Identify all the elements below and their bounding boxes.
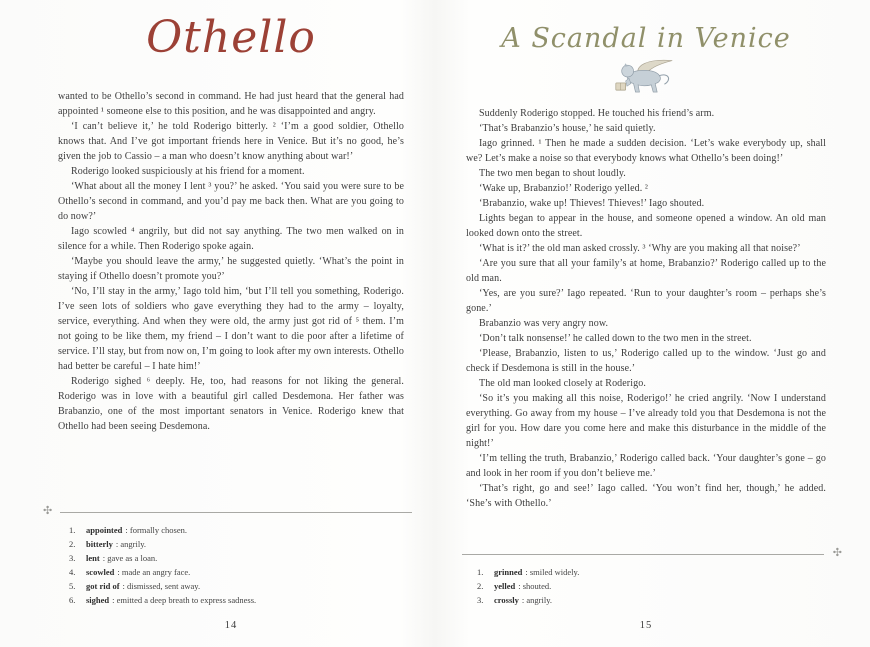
footnote-term: bitterly xyxy=(86,539,113,549)
page-number-right: 15 xyxy=(639,620,653,631)
paragraph: Iago scowled ⁴ angrily, but did not say anything. The two men walked on in silence for a while. Then Roderigo spoke again. xyxy=(58,226,404,253)
paragraph: The two men began to shout loudly. xyxy=(479,167,626,179)
paragraph: Iago grinned. ¹ Then he made a sudden decision. ‘Let’s wake everybody up, shall we? Let’s make a noise so that everybody knows what Othello’s been doing!’ xyxy=(466,137,826,164)
page-number-left: 14 xyxy=(224,620,238,631)
right-footnotes xyxy=(466,565,826,607)
left-text-column xyxy=(58,0,404,489)
paragraph: ‘Yes, are you sure?’ Iago repeated. ‘Run to your daughter’s room – perhaps she’s gone.’ xyxy=(466,287,826,314)
paragraph: ‘What is it?’ the old man asked crossly. ³ ‘Why are you making all that noise?’ xyxy=(479,242,801,254)
paragraph: ‘I can’t believe it,’ he told Roderigo bitterly. ² ‘I’m a good soldier, Othello knows that. And I’ve got important friends here in Venice. But it’s no good, he’s given the job to Cassio – a man who doesn’t know anything about war!’ xyxy=(58,121,404,163)
paragraph: Brabanzio was very angry now. xyxy=(479,317,609,329)
footnote-number: 1. xyxy=(69,525,76,535)
divider-line xyxy=(462,554,824,555)
footnote-definition: : gave as a loan. xyxy=(102,553,158,563)
paragraph: ‘No, I’ll stay in the army,’ Iago told him, ‘but I’ll tell you something, Roderigo. I’ve seen lots of soldiers who gave everything they had to the army – loyalty, service, everything. And when they were old, the army just got rid of ⁵ them. I’m not going to be like them, my friend – I don’t want to die poor after a lifetime of service. I’ll stay, but from now on, I’m going to look after my own interests. Othello had better be careful – I hate him!’ xyxy=(58,286,404,373)
footnote-definition: : smiled widely. xyxy=(525,567,580,577)
footnote-number: 2. xyxy=(69,539,76,549)
footnote-definition: : angrily. xyxy=(115,539,147,549)
footnote-definition: : dismissed, sent away. xyxy=(122,581,201,591)
right-body-text xyxy=(466,106,826,532)
footnote-definition: : formally chosen. xyxy=(125,525,187,535)
footnote-definition: : shouted. xyxy=(518,581,552,591)
footnote-term: crossly xyxy=(494,595,519,605)
footnote-term: scowled xyxy=(86,567,115,577)
paragraph: ‘That’s right, go and see!’ Iago called. ‘You won’t find her, though,’ he added. ‘She’s with Othello.’ xyxy=(466,482,826,509)
footnote-term: lent xyxy=(86,553,100,563)
footnote xyxy=(466,579,826,593)
footnote xyxy=(58,579,404,593)
paragraph: ‘Brabanzio, wake up! Thieves! Thieves!’ Iago shouted. xyxy=(479,197,705,209)
paragraph: ‘So it’s you making all this noise, Roderigo!’ he cried angrily. ‘Now I understand everything. Go away from my house – I’ve already told you that Desdemona is not the girl for you. How dare you come here and make this disturbance in the middle of the night!’ xyxy=(466,392,826,449)
footnote xyxy=(466,593,826,607)
paragraph: Roderigo sighed ⁶ deeply. He, too, had reasons for not liking the general. Roderigo was in love with a beautiful girl called Desdemona. Her father was Brabanzio, one of the most important senators in Venice. Roderigo knew that Othello had been seeing Desdemona. xyxy=(58,376,404,433)
footnote-term: got rid of xyxy=(86,581,120,591)
paragraph: ‘Wake up, Brabanzio!’ Roderigo yelled. ² xyxy=(479,182,649,194)
footnote xyxy=(58,565,404,579)
footnote xyxy=(58,523,404,537)
paragraph: Roderigo looked suspiciously at his friend for a moment. xyxy=(71,166,305,178)
footnote-divider xyxy=(43,504,404,519)
left-body-text xyxy=(58,89,404,489)
page-right xyxy=(435,0,870,647)
footnote-definition: : emitted a deep breath to express sadness. xyxy=(112,595,257,605)
footnote-term: appointed xyxy=(86,525,123,535)
paragraph: The old man looked closely at Roderigo. xyxy=(479,377,646,389)
footnote-definition: : made an angry face. xyxy=(117,567,191,577)
paragraph: ‘Maybe you should leave the army,’ he suggested quietly. ‘What’s the point in staying if Othello doesn’t promote you?’ xyxy=(58,256,404,283)
footnote-number: 3. xyxy=(69,553,76,563)
footnote xyxy=(58,551,404,565)
footnote-number: 4. xyxy=(69,567,76,577)
footnote xyxy=(58,537,404,551)
paragraph: Lights began to appear in the house, and someone opened a window. An old man looked down onto the street. xyxy=(466,212,826,239)
footnote-number: 2. xyxy=(477,581,484,591)
footnote-ornament-icon: ✣ xyxy=(832,546,842,559)
right-footnote-block xyxy=(466,546,842,607)
footnote-term: sighed xyxy=(86,595,110,605)
footnote-term: yelled xyxy=(494,581,516,591)
footnote-term: grinned xyxy=(494,567,523,577)
paragraph: wanted to be Othello’s second in command. He had just heard that the general had appointed ¹ someone else to this position, and he was disappointed and angry. xyxy=(58,91,404,118)
paragraph: ‘What about all the money I lent ³ you?’ he asked. ‘You said you were sure to be Othello’s second in command, and you’d pay me back then. What are you going to do now?’ xyxy=(58,181,404,223)
footnote-number: 6. xyxy=(69,595,76,605)
divider-line xyxy=(60,512,412,513)
footnote xyxy=(466,565,826,579)
chapter-title-othello: Othello xyxy=(146,12,316,63)
footnote-divider xyxy=(466,546,842,561)
footnote-number: 1. xyxy=(477,567,484,577)
footnote-number: 3. xyxy=(477,595,484,605)
paragraph: ‘I’m telling the truth, Brabanzio,’ Roderigo called back. ‘Your daughter’s gone – go and look in her room if you don’t believe me.’ xyxy=(466,452,826,479)
footnote-number: 5. xyxy=(69,581,76,591)
footnote xyxy=(58,593,404,607)
footnote-definition: : angrily. xyxy=(521,595,553,605)
paragraph: ‘Don’t talk nonsense!’ he called down to the two men in the street. xyxy=(479,332,752,344)
chapter-title-scandal-in-venice: A Scandal in Venice xyxy=(501,23,791,54)
paragraph: ‘Please, Brabanzio, listen to us,’ Roderigo called up to the window. ‘Just go and check if Desdemona is still in the house.’ xyxy=(466,347,826,374)
venice-winged-lion-icon xyxy=(466,56,826,100)
paragraph: ‘That’s Brabanzio’s house,’ he said quietly. xyxy=(479,122,656,134)
left-footnote-block xyxy=(43,504,404,607)
paragraph: Suddenly Roderigo stopped. He touched his friend’s arm. xyxy=(479,107,715,119)
paragraph: ‘Are you sure that all your family’s at home, Brabanzio?’ Roderigo called up to the old man. xyxy=(466,257,826,284)
footnote-ornament-icon: ✣ xyxy=(43,504,53,517)
left-footnotes xyxy=(58,523,404,607)
right-text-column xyxy=(466,0,826,532)
